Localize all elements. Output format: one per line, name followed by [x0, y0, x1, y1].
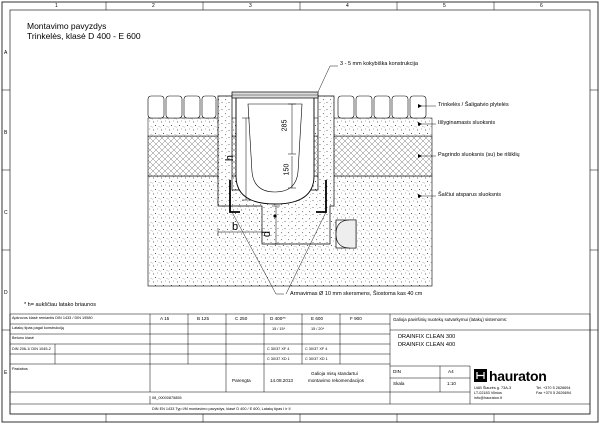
- drawing-title-line1: Montavimo pavyzdys: [27, 21, 107, 31]
- grid-col-5: 5: [443, 3, 446, 9]
- callout-base: Pagrindo sluoksnis (su) be rišiklių: [438, 152, 520, 158]
- table-row2-label: Latakų tipas pagal konstrukciją: [12, 326, 64, 330]
- notes-label: Pastabos: [12, 367, 28, 371]
- row2-d400: 15 / 15*: [272, 327, 286, 331]
- table-row3-label: Betono klasė: [12, 336, 34, 340]
- grid-row-d: D: [4, 290, 8, 296]
- series-label: Galioja misų standartui: [311, 371, 358, 376]
- grid-row-b: B: [4, 130, 8, 136]
- concrete-e600-xf: C 30/37 XF 4: [305, 347, 328, 351]
- concrete-d400-xd: C 30/37 XD 1: [267, 357, 290, 361]
- concrete-d400-xf: C 30/37 XF 4: [267, 347, 290, 351]
- product-header: Galioja paviršinių nuotekų sutvarkymui (latakų) sistemoms:: [393, 317, 508, 322]
- callout-concrete: 3 - 5 mm kokybiška konstrukcija: [340, 61, 418, 67]
- brand-address3: info@hauraton.lt: [474, 396, 502, 400]
- brand-address2: LT-02183 Vilnius: [474, 391, 502, 395]
- footnote: * h= aukščiau latako briaunos: [24, 302, 97, 308]
- callout-pavers: Trinkelės / Šaligatvio plytelės: [438, 102, 509, 108]
- brand-tel: Tel. +370 5 2626694: [536, 386, 571, 390]
- drawing-title-line2: Trinkelės, klasė D 400 - E 600: [27, 31, 141, 41]
- concrete-e600-xd: C 30/37 XD 1: [305, 357, 328, 361]
- class-f900: F 900: [350, 316, 362, 321]
- grid-col-1: 1: [55, 3, 58, 9]
- product-line2: DRAINFIX CLEAN 400: [398, 342, 456, 348]
- callout-rebar: Armavimas Ø 10 mm skersmens, Šiostoma kas 40 cm: [290, 291, 423, 297]
- grid-col-4: 4: [346, 3, 349, 9]
- series-sub: montavimo rekomendacijos: [308, 378, 364, 383]
- dim-h: h: [224, 154, 237, 162]
- class-a15: A 15: [160, 316, 170, 321]
- brand-fax: Fax +370 5 2626694: [536, 391, 571, 395]
- grid-col-3: 3: [249, 3, 252, 9]
- hauraton-logo-mark: [474, 369, 487, 382]
- grid-row-a: A: [4, 50, 8, 56]
- product-line1: DRAINFIX CLEAN 300: [398, 334, 456, 340]
- callout-frost: Šalčiui atsparus sluoksnis: [438, 192, 501, 198]
- footer-text: DIN EN 1433 Typ I/M montavimo pavyzdys, klasė D 400 / E 600, Latakų tipas I ir II: [152, 407, 291, 411]
- scale-value: 1:10: [447, 381, 456, 386]
- dim-150: 150: [283, 163, 291, 176]
- grid-col-2: 2: [152, 3, 155, 9]
- table-row1-label: Apkrovos klasė remiantis DIN 1433 / DIN 19580: [12, 316, 93, 320]
- channel-inner: [248, 104, 302, 192]
- grid-row-e: E: [4, 370, 8, 376]
- brand-address1: UAB Šiaurės g. 73A-3: [474, 386, 512, 390]
- table-row4-label: DIN 206-1/ DIN 1045-2: [12, 347, 51, 351]
- class-d400: D 400**: [270, 316, 286, 321]
- dim-d: d: [261, 230, 274, 238]
- drawing-date: 14.08.2013: [270, 378, 293, 383]
- outlet-pipe: [336, 220, 356, 248]
- class-e600: E 600: [311, 316, 324, 321]
- grid-row-c: C: [4, 210, 8, 216]
- grid-col-6: 6: [540, 3, 543, 9]
- title-table: [10, 314, 590, 414]
- callout-leveling: Išlyginamasis sluoksnis: [438, 120, 496, 126]
- din-label: DIN: [393, 369, 401, 374]
- drawing-number: 08_00000875855: [152, 396, 182, 400]
- dim-b: b: [232, 221, 239, 233]
- din-value: A4: [448, 369, 454, 374]
- class-c250: C 250: [235, 316, 248, 321]
- class-b125: B 125: [197, 316, 210, 321]
- brand-name: hauraton: [489, 368, 547, 384]
- row2-e600: 15 / 20*: [311, 327, 325, 331]
- scale-label: Skala: [393, 381, 405, 386]
- parengta-label: Parengta: [232, 378, 251, 383]
- dim-285: 285: [281, 119, 289, 132]
